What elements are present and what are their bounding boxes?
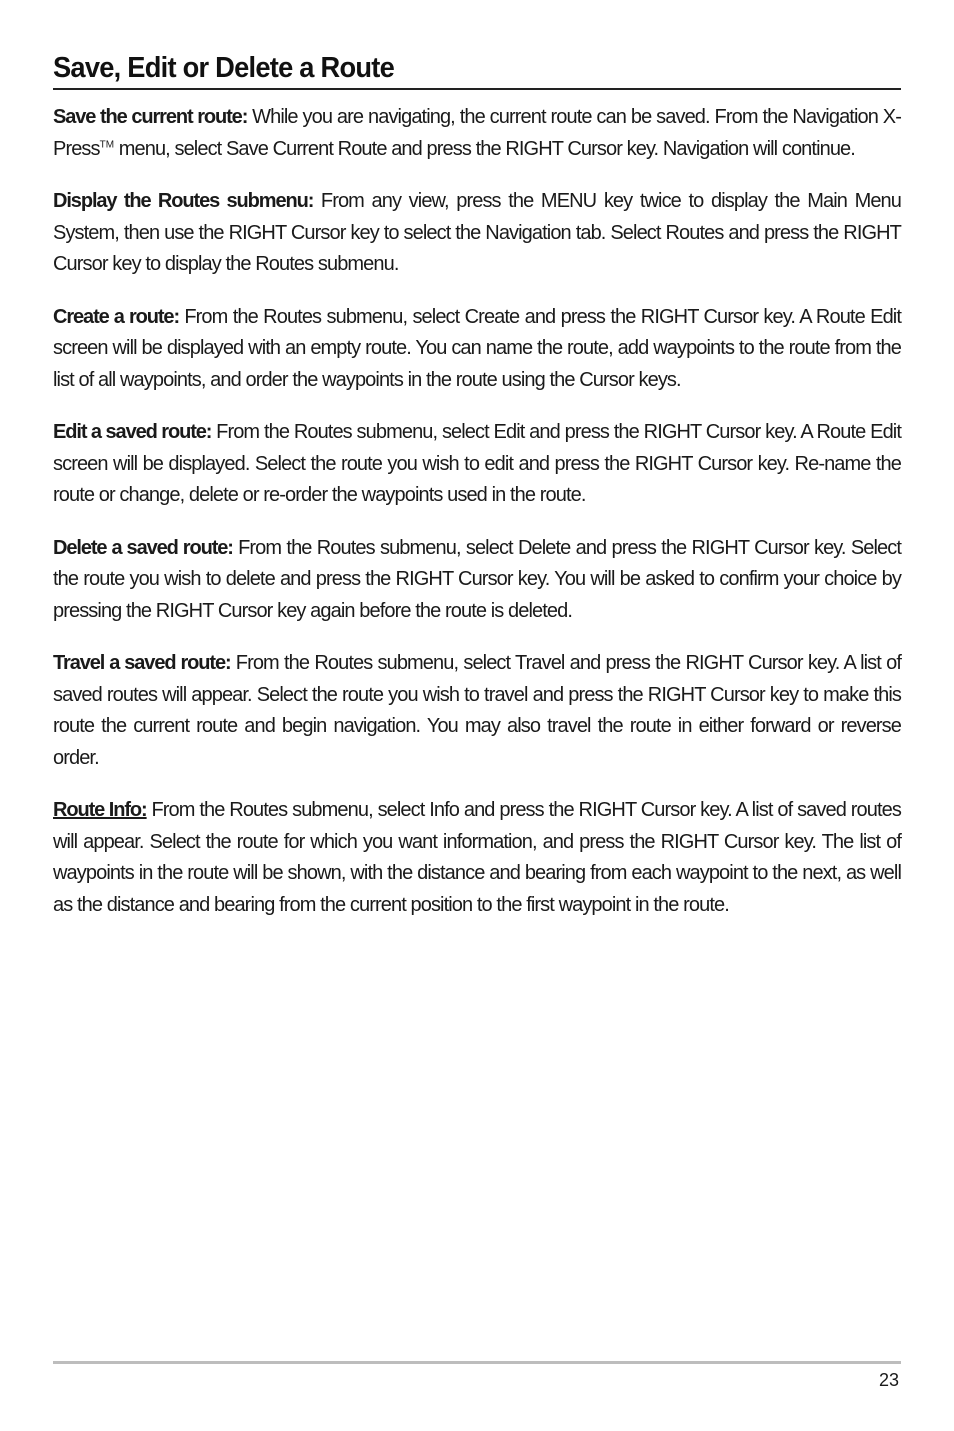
paragraph-label: Edit a saved route:	[53, 421, 212, 443]
paragraph-delete-saved-route	[53, 533, 901, 628]
page-title: Save, Edit or Delete a Route	[53, 52, 395, 84]
paragraph-label: Create a route:	[53, 305, 180, 328]
paragraph-text: From the Routes submenu, select Edit and press the RIGHT Cursor key. A Route Edit screen will be displayed. Select the route you wish to edit and press the RIGHT Cursor key. Re-name the route or change, delete or re-order the waypoints used in the route.	[53, 421, 901, 506]
title-divider	[53, 88, 901, 90]
paragraph-label: Route Info:	[53, 799, 147, 821]
paragraph-route-info	[53, 795, 901, 921]
paragraph-label: Travel a saved route:	[53, 652, 231, 674]
paragraph-label: Display the Routes submenu:	[53, 190, 314, 212]
footer-divider	[53, 1361, 901, 1364]
paragraph-save-current-route	[53, 102, 901, 165]
document-body	[53, 102, 901, 942]
paragraph-text: While you are navigating, the current route can be saved. From the Navigation X-Press	[53, 106, 902, 160]
paragraph-travel-saved-route	[53, 648, 901, 774]
trademark-mark: TM	[99, 138, 115, 150]
paragraph-edit-saved-route	[53, 417, 901, 512]
paragraph-text: From the Routes submenu, select Travel and press the RIGHT Cursor key. A list of saved routes will appear. Select the route you wish to travel and press the RIGHT Cursor key to make this route the current route and begin navigation. You may also travel the route in either forward or reverse order.	[53, 652, 902, 769]
paragraph-label: Delete a saved route:	[53, 536, 233, 559]
paragraph-display-routes-submenu	[53, 186, 901, 281]
paragraph-text: From any view, press the MENU key twice to display the Main Menu System, then use the RIGHT Cursor key to select the Navigation tab. Select Routes and press the RIGHT Cursor key to display the Routes submenu.	[53, 190, 902, 275]
paragraph-text: menu, select Save Current Route and press the RIGHT Cursor key. Navigation will continue.	[114, 137, 855, 160]
paragraph-text: From the Routes submenu, select Info and press the RIGHT Cursor key. A list of saved routes will appear. Select the route for which you want information, and press the RIGHT Cursor key. The list of waypoints in the route will be shown, with the distance and bearing from each waypoint to the next, as well as the distance and bearing from the current position to the first waypoint in the route.	[53, 799, 901, 916]
paragraph-label: Save the current route:	[53, 106, 248, 128]
page-number: 23	[878, 1370, 899, 1390]
paragraph-create-route	[53, 302, 901, 397]
paragraph-text: From the Routes submenu, select Delete and press the RIGHT Cursor key. Select the route you wish to delete and press the RIGHT Cursor key. You will be asked to confirm your choice by pressing the RIGHT Cursor key again before the route is deleted.	[53, 536, 901, 622]
paragraph-text: From the Routes submenu, select Create and press the RIGHT Cursor key. A Route Edit screen will be displayed with an empty route. You can name the route, add waypoints to the route from the list of all waypoints, and order the waypoints in the route using the Cursor keys.	[53, 305, 901, 391]
